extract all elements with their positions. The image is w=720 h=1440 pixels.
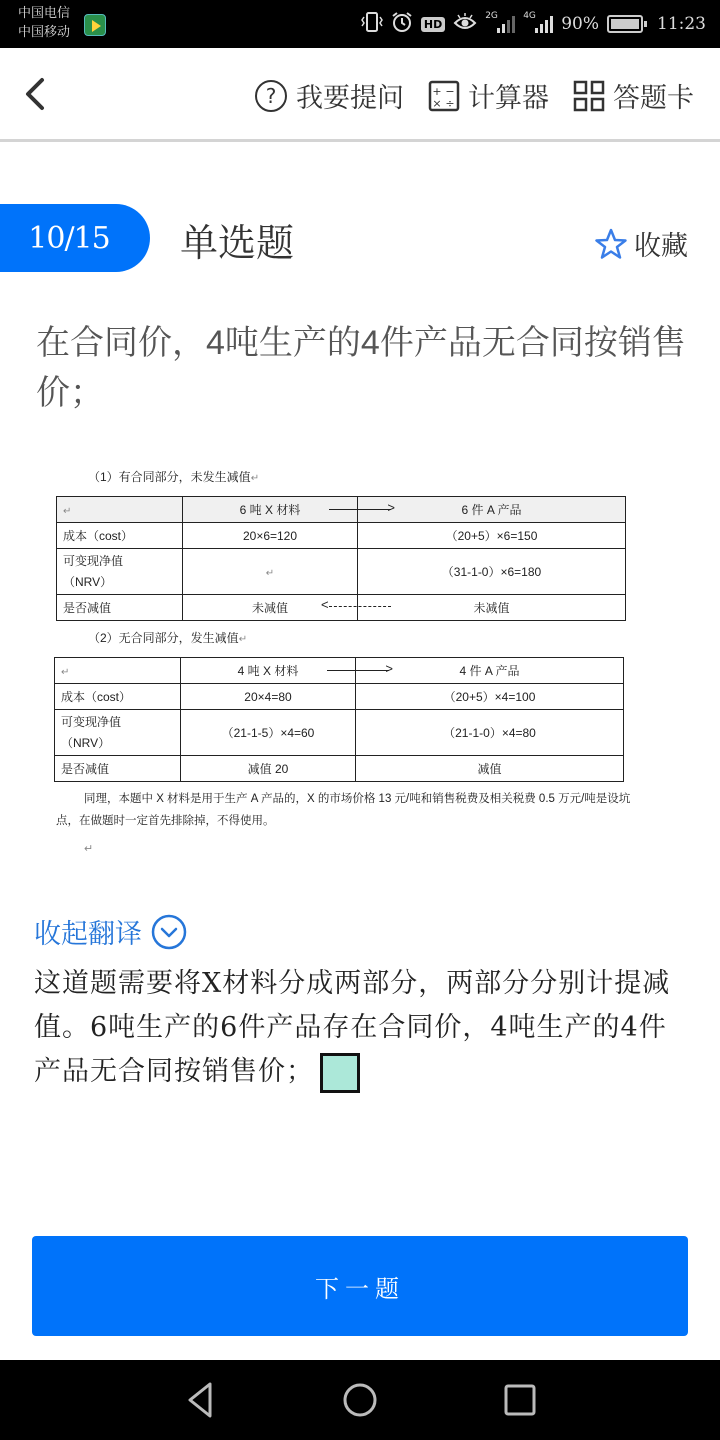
- table-cell: （20+5）×4=100: [356, 684, 624, 710]
- status-bar: [0, 0, 720, 48]
- answer-sheet-label: 答题卡: [613, 83, 694, 114]
- chevron-left-icon: [20, 74, 50, 114]
- table-row: [55, 756, 624, 782]
- table-cell: 未减值: [358, 595, 626, 621]
- nav-recents-button[interactable]: [500, 1380, 540, 1420]
- table-cell: （21-1-0）×4=80: [356, 710, 624, 756]
- table-cell: 可变现净值 （NRV）: [57, 549, 183, 595]
- vibrate-icon: [361, 11, 383, 37]
- answer-input-box[interactable]: [320, 1053, 360, 1093]
- svg-text:×: ×: [432, 96, 442, 110]
- toolbar-actions: [254, 76, 694, 115]
- section1-caption: （1）有合同部分，未发生减值↵: [88, 470, 260, 484]
- answer-sheet-button[interactable]: [573, 76, 694, 115]
- question-text: 在合同价，4吨生产的4件产品无合同按销售价；: [36, 324, 686, 412]
- chevron-down-circle-icon: [150, 913, 188, 951]
- hd-icon: HD: [421, 17, 445, 32]
- table-cell: 减值 20: [181, 756, 356, 782]
- favorite-button[interactable]: [594, 224, 688, 263]
- battery-icon: [607, 15, 643, 33]
- signal-4g-icon: 4G: [523, 15, 553, 33]
- table-row: [55, 710, 624, 756]
- video-app-notification-icon: [84, 14, 106, 36]
- table-cell: （31-1-0）×6=180: [358, 549, 626, 595]
- favorite-label: 收藏: [634, 231, 688, 262]
- svg-text:?: ?: [265, 83, 277, 108]
- back-button[interactable]: [20, 74, 60, 118]
- section2-table: [54, 657, 624, 782]
- collapse-translation-label: 收起翻译: [34, 919, 142, 950]
- table-row: [55, 684, 624, 710]
- svg-text:+: +: [432, 84, 442, 98]
- calculator-label: 计算器: [468, 83, 549, 114]
- arrow-left-dashed-icon: [329, 606, 391, 607]
- square-recents-icon: [500, 1380, 540, 1420]
- table-cell: ↵: [183, 549, 358, 595]
- question-counter: 10/15: [0, 204, 150, 272]
- nav-back-button[interactable]: [182, 1380, 222, 1420]
- triangle-back-icon: [182, 1380, 222, 1420]
- calculator-icon: [428, 80, 460, 112]
- question-type: 单选题: [180, 221, 295, 265]
- grid-icon: [573, 80, 605, 112]
- table-cell: 4 件 A 产品: [356, 658, 624, 684]
- table-cell: ↵: [55, 658, 181, 684]
- table-cell: 6 件 A 产品: [358, 497, 626, 523]
- arrow-right-icon: [327, 670, 389, 671]
- circle-home-icon: [340, 1380, 380, 1420]
- section2-caption: （2）无合同部分，发生减值↵: [88, 631, 248, 645]
- table-cell: 20×4=80: [181, 684, 356, 710]
- system-nav-bar: [0, 1360, 720, 1440]
- table-cell: ↵: [57, 497, 183, 523]
- arrow-right-icon: [329, 509, 391, 510]
- table-row: [57, 523, 626, 549]
- signal-2g-icon: 2G: [485, 15, 515, 33]
- carrier-1: 中国电信: [18, 6, 71, 21]
- table-cell: 减值: [356, 756, 624, 782]
- next-question-button[interactable]: 下一题: [32, 1236, 688, 1336]
- table-cell: 可变现净值 （NRV）: [55, 710, 181, 756]
- table-cell: 是否减值: [55, 756, 181, 782]
- top-app-bar: [0, 48, 720, 142]
- clock: 11:23: [657, 14, 706, 34]
- collapse-translation-button[interactable]: [34, 912, 188, 951]
- ask-question-button[interactable]: [254, 76, 404, 115]
- svg-text:÷: ÷: [445, 96, 455, 110]
- question-header: [0, 204, 720, 272]
- table-row: [57, 549, 626, 595]
- table-cell: 6 吨 X 材料 >: [183, 497, 358, 523]
- battery-percent: 90%: [561, 14, 599, 34]
- table-row: [55, 658, 624, 684]
- svg-text:−: −: [445, 84, 455, 98]
- section1-table: [56, 496, 626, 621]
- nav-home-button[interactable]: [340, 1380, 380, 1420]
- image-note: 同理，本题中 X 材料是用于生产 A 产品的，X 的市场价格 13 元/吨和销售税费及相关税费 0.5 万元/吨是设坑点，在做题时一定首先排除掉，不得使用。: [56, 793, 631, 827]
- table-cell: 4 吨 X 材料 >: [181, 658, 356, 684]
- table-row: [57, 497, 626, 523]
- eye-comfort-icon: [453, 11, 477, 37]
- table-cell: 20×6=120: [183, 523, 358, 549]
- table-cell: （21-1-5）×4=60: [181, 710, 356, 756]
- carrier-info: [18, 4, 70, 42]
- table-cell: 是否减值: [57, 595, 183, 621]
- ask-question-label: 我要提问: [296, 83, 404, 114]
- table-cell: 成本（cost）: [55, 684, 181, 710]
- table-cell: （20+5）×6=150: [358, 523, 626, 549]
- status-icons: [361, 10, 706, 38]
- carrier-2: 中国移动: [18, 25, 71, 40]
- alarm-icon: [391, 11, 413, 37]
- question-image: [56, 466, 646, 856]
- table-cell: 成本（cost）: [57, 523, 183, 549]
- star-outline-icon: [594, 227, 628, 261]
- translation-text: 这道题需要将X材料分成两部分，两部分分别计提减值。6吨生产的6件产品存在合同价，4吨生产的4件产品无合同按销售价；: [34, 962, 690, 1094]
- calculator-button[interactable]: [428, 76, 549, 115]
- return-mark: ↵: [84, 843, 94, 855]
- question-circle-icon: [254, 79, 288, 113]
- table-cell: 未减值 <: [183, 595, 358, 621]
- table-row: [57, 595, 626, 621]
